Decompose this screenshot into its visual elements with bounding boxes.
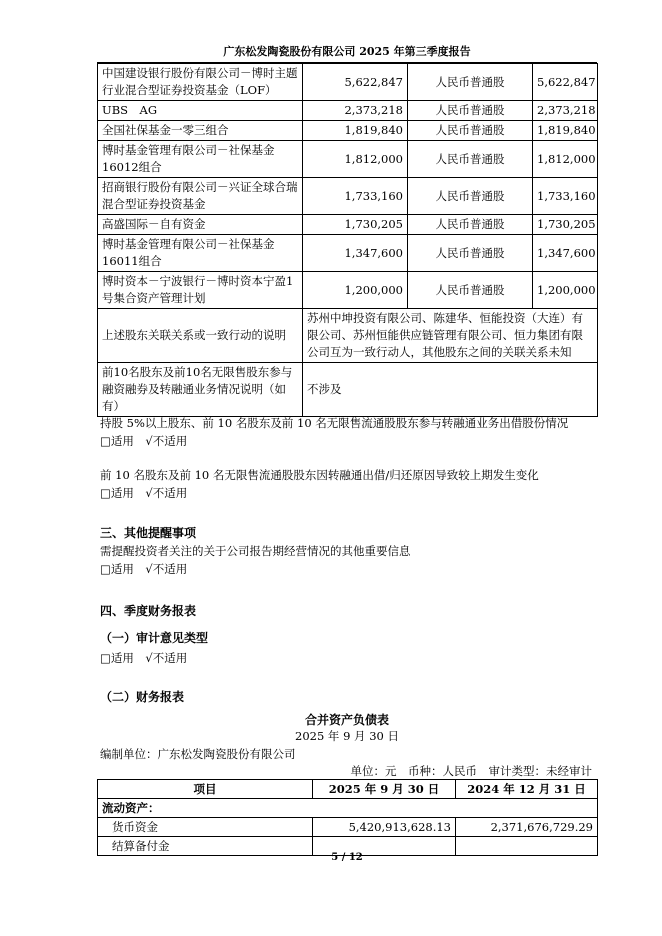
bs-current: 5,420,913,628.13 xyxy=(313,818,456,837)
shareholders-table xyxy=(97,63,598,417)
holder-share-count: 5,622,847 xyxy=(533,64,598,101)
holder-name: 高盛国际－自有资金 xyxy=(98,215,303,235)
balance-sheet-header-row xyxy=(98,780,598,799)
holder-name: 博时基金管理有限公司－社保基金16011组合 xyxy=(98,235,303,272)
holder-share-count: 1,200,000 xyxy=(533,272,598,309)
bs-item: 货币资金 xyxy=(98,818,313,837)
holder-shares: 2,373,218 xyxy=(303,101,408,121)
holder-name: 全国社保基金一零三组合 xyxy=(98,121,303,141)
table-row xyxy=(98,215,598,235)
holder-share-type: 人民币普通股 xyxy=(408,235,533,272)
holder-share-type: 人民币普通股 xyxy=(408,141,533,178)
report-header: 广东松发陶瓷股份有限公司 2025 年第三季度报告 xyxy=(97,43,597,63)
section-4-sub2: （二）财务报表 xyxy=(100,690,185,704)
balance-sheet-section-row xyxy=(98,799,598,818)
col-prior: 2024 年 12 月 31 日 xyxy=(456,780,598,799)
table-row xyxy=(98,121,598,141)
holder-shares: 5,622,847 xyxy=(303,64,408,101)
current-assets-label: 流动资产： xyxy=(98,799,598,818)
table-row xyxy=(98,818,598,837)
holder-shares: 1,347,600 xyxy=(303,235,408,272)
section-4-sub1: （一）审计意见类型 xyxy=(100,631,209,645)
relation-label: 上述股东关联关系或一致行动的说明 xyxy=(98,309,303,363)
table-row xyxy=(98,64,598,101)
holder-name: 招商银行股份有限公司－兴证全球合瑞混合型证券投资基金 xyxy=(98,178,303,215)
relation-row xyxy=(98,309,598,363)
bs-prior: 2,371,676,729.29 xyxy=(456,818,598,837)
holder-shares: 1,200,000 xyxy=(303,272,408,309)
note-2 xyxy=(100,466,539,502)
col-current: 2025 年 9 月 30 日 xyxy=(313,780,456,799)
col-item: 项目 xyxy=(98,780,313,799)
table-row xyxy=(98,141,598,178)
section-3-text: 需提醒投资者关注的关于公司报告期经营情况的其他重要信息 xyxy=(100,544,411,558)
note-2-choice: □适用 √不适用 xyxy=(100,486,188,500)
section-4-sub1-choice: □适用 √不适用 xyxy=(100,651,188,665)
balance-sheet-table xyxy=(97,779,598,856)
note-2-title: 前 10 名股东及前 10 名无限售流通股股东因转融通出借/归还原因导致较上期发生变化 xyxy=(100,468,539,482)
bs-item: 结算备付金 xyxy=(98,837,313,856)
balance-sheet-units: 单位：元 币种：人民币 审计类型：未经审计 xyxy=(350,764,592,778)
note-1-choice: □适用 √不适用 xyxy=(100,434,188,448)
holder-share-count: 1,812,000 xyxy=(533,141,598,178)
holder-share-count: 2,373,218 xyxy=(533,101,598,121)
holder-share-count: 1,347,600 xyxy=(533,235,598,272)
table-row xyxy=(98,272,598,309)
note-1-title: 持股 5%以上股东、前 10 名股东及前 10 名无限售流通股股东参与转融通业务出借股份情况 xyxy=(100,416,569,430)
table-row xyxy=(98,178,598,215)
page-number: 5 / 12 xyxy=(331,852,363,863)
balance-sheet-company: 编制单位：广东松发陶瓷股份有限公司 xyxy=(100,747,296,761)
holder-share-count: 1,733,160 xyxy=(533,178,598,215)
section-3 xyxy=(100,524,411,578)
holder-shares: 1,812,000 xyxy=(303,141,408,178)
section-3-choice: □适用 √不适用 xyxy=(100,562,188,576)
holder-share-type: 人民币普通股 xyxy=(408,101,533,121)
relation-text: 苏州中坤投资有限公司、陈建华、恒能投资（大连）有限公司、苏州恒能供应链管理有限公司、恒力集团有限公司互为一致行动人，其他股东之间的关联关系未知 xyxy=(303,309,598,363)
balance-sheet-title: 合并资产负债表 xyxy=(304,713,389,727)
margin-trading-label: 前10名股东及前10名无限售股东参与融资融券及转融通业务情况说明（如有） xyxy=(98,363,303,417)
holder-shares: 1,733,160 xyxy=(303,178,408,215)
balance-sheet-date: 2025 年 9 月 30 日 xyxy=(295,729,399,743)
table-row xyxy=(98,101,598,121)
section-4-heading: 四、季度财务报表 xyxy=(100,604,197,618)
holder-share-type: 人民币普通股 xyxy=(408,215,533,235)
table-row xyxy=(98,235,598,272)
holder-share-count: 1,819,840 xyxy=(533,121,598,141)
holder-share-type: 人民币普通股 xyxy=(408,272,533,309)
holder-name: 博时基金管理有限公司－社保基金16012组合 xyxy=(98,141,303,178)
holder-name: 中国建设银行股份有限公司－博时主题行业混合型证券投资基金（LOF） xyxy=(98,64,303,101)
margin-trading-row xyxy=(98,363,598,417)
holder-share-count: 1,730,205 xyxy=(533,215,598,235)
holder-shares: 1,819,840 xyxy=(303,121,408,141)
section-3-heading: 三、其他提醒事项 xyxy=(100,526,197,540)
holder-share-type: 人民币普通股 xyxy=(408,121,533,141)
holder-name: 博时资本－宁波银行－博时资本宁盈1号集合资产管理计划 xyxy=(98,272,303,309)
holder-name: UBS AG xyxy=(98,101,303,121)
holder-shares: 1,730,205 xyxy=(303,215,408,235)
holder-share-type: 人民币普通股 xyxy=(408,64,533,101)
margin-trading-text: 不涉及 xyxy=(303,363,598,417)
note-1 xyxy=(100,414,568,450)
holder-share-type: 人民币普通股 xyxy=(408,178,533,215)
